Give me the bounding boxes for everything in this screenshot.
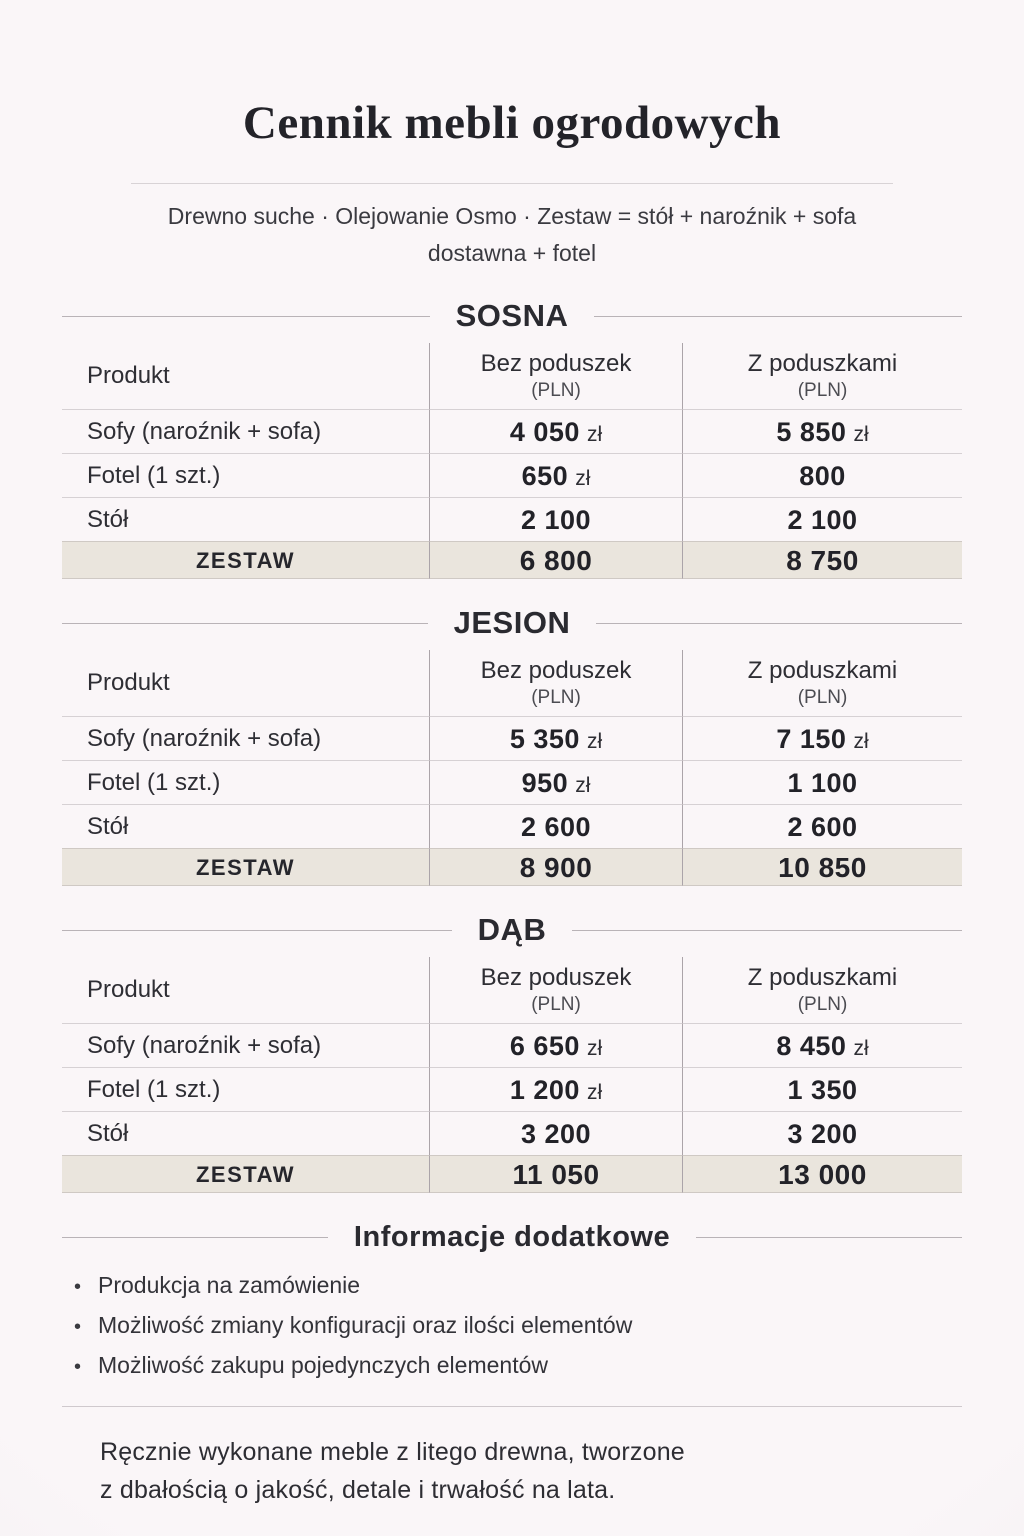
- price-currency: zł: [853, 730, 869, 753]
- column-header-currency: (PLN): [797, 993, 848, 1015]
- price-value: 650: [521, 461, 569, 491]
- price-cell: [682, 497, 962, 541]
- price-cell: [682, 1067, 962, 1111]
- price-cell: [682, 453, 962, 497]
- row-label: Sofy (naroźnik + sofa): [62, 716, 429, 760]
- price-value: 6 650: [509, 1031, 580, 1061]
- price-cell: [429, 453, 682, 497]
- section-heading-dab: [62, 913, 962, 947]
- price-cell: [682, 1023, 962, 1067]
- price-cell: [682, 804, 962, 848]
- total-price-cell: [429, 541, 682, 579]
- total-row-label: ZESTAW: [62, 848, 429, 886]
- price-cell: [682, 760, 962, 804]
- column-header-label: Produkt: [87, 669, 170, 696]
- column-header-currency: (PLN): [797, 686, 848, 708]
- column-header-label: Produkt: [87, 976, 170, 1003]
- additional-info-title: Informacje dodatkowe: [353, 1220, 671, 1253]
- price-cell: [682, 409, 962, 453]
- price-currency: zł: [853, 423, 869, 446]
- content: [62, 97, 962, 1509]
- price-value: 6 800: [519, 545, 593, 576]
- column-header-product: [62, 957, 429, 1023]
- price-value: 4 050: [509, 417, 580, 447]
- column-header-with-cushions: [682, 343, 962, 409]
- price-value: 950: [521, 768, 569, 798]
- section-heading-jesion: [62, 606, 962, 640]
- price-currency: zł: [575, 774, 591, 797]
- price-value: 11 050: [512, 1159, 600, 1190]
- page-title: Cennik mebli ogrodowych: [242, 97, 782, 149]
- heading-line-left: [62, 316, 430, 317]
- price-value: 2 100: [787, 505, 858, 535]
- price-value: 3 200: [520, 1119, 592, 1149]
- heading-line-right: [572, 930, 962, 931]
- section-sosna: [62, 299, 962, 579]
- total-price-cell: [682, 1155, 962, 1193]
- price-currency: zł: [586, 730, 603, 753]
- list-item-text: Możliwość zakupu pojedynczych elementów: [98, 1352, 548, 1378]
- price-value: 1 200: [509, 1075, 580, 1105]
- bullet-icon: •: [74, 1356, 82, 1378]
- price-table-jesion: [62, 650, 962, 886]
- column-header-label: Z poduszkami: [747, 963, 898, 991]
- title-divider: [131, 183, 893, 184]
- price-cell: [429, 716, 682, 760]
- total-price-cell: [429, 1155, 682, 1193]
- price-table-dab: [62, 957, 962, 1193]
- additional-info-heading: [62, 1220, 962, 1254]
- heading-line-right: [696, 1237, 962, 1238]
- additional-info-list: [62, 1266, 962, 1386]
- column-header-without-cushions: [429, 650, 682, 716]
- subtitle-line-2: dostawna + fotel: [427, 240, 597, 266]
- price-cell: [429, 804, 682, 848]
- subtitle-line-1: Drewno suche · Olejowanie Osmo · Zestaw = stół + naroźnik + sofa: [167, 203, 857, 229]
- price-value: 8 900: [519, 852, 593, 883]
- price-value: 7 150: [776, 724, 847, 754]
- list-item-text: Produkcja na zamówienie: [98, 1272, 361, 1298]
- price-value: 8 750: [786, 545, 859, 576]
- heading-line-right: [594, 316, 962, 317]
- section-dab: [62, 913, 962, 1193]
- column-header-without-cushions: [429, 343, 682, 409]
- price-value: 1 100: [787, 768, 858, 798]
- row-label: Fotel (1 szt.): [62, 1067, 429, 1111]
- heading-line-left: [62, 1237, 328, 1238]
- price-currency: zł: [586, 1037, 603, 1060]
- row-label: Fotel (1 szt.): [62, 453, 429, 497]
- footer-note-line-2: z dbałością o jakość, detale i trwałość na lata.: [100, 1476, 616, 1504]
- bullet-icon: •: [74, 1316, 82, 1338]
- price-value: 13 000: [778, 1159, 867, 1190]
- column-header-with-cushions: [682, 650, 962, 716]
- price-value: 2 600: [520, 812, 592, 842]
- price-cell: [429, 1023, 682, 1067]
- price-currency: zł: [586, 1081, 603, 1104]
- total-price-cell: [682, 848, 962, 886]
- section-jesion: [62, 606, 962, 886]
- row-label: Stół: [62, 804, 429, 848]
- row-label: Stół: [62, 497, 429, 541]
- section-title: DĄB: [477, 912, 547, 947]
- list-item: [74, 1346, 962, 1386]
- column-header-label: Bez poduszek: [480, 656, 632, 684]
- price-value: 5 350: [509, 724, 580, 754]
- row-label: Sofy (naroźnik + sofa): [62, 409, 429, 453]
- column-header-label: Bez poduszek: [480, 963, 632, 991]
- price-currency: zł: [586, 423, 603, 446]
- subtitle: [62, 198, 962, 272]
- total-price-cell: [429, 848, 682, 886]
- column-header-with-cushions: [682, 957, 962, 1023]
- total-row-label: ZESTAW: [62, 1155, 429, 1193]
- price-cell: [429, 1111, 682, 1155]
- price-value: 800: [799, 461, 846, 491]
- price-cell: [682, 1111, 962, 1155]
- column-header-currency: (PLN): [797, 379, 848, 401]
- total-price-cell: [682, 541, 962, 579]
- row-label: Sofy (naroźnik + sofa): [62, 1023, 429, 1067]
- heading-line-right: [596, 623, 962, 624]
- price-cell: [682, 716, 962, 760]
- heading-line-left: [62, 930, 452, 931]
- price-cell: [429, 760, 682, 804]
- price-table-sosna: [62, 343, 962, 579]
- section-title: SOSNA: [455, 298, 569, 333]
- column-header-currency: (PLN): [531, 993, 581, 1015]
- column-header-product: [62, 343, 429, 409]
- price-value: 1 350: [787, 1075, 858, 1105]
- price-value: 3 200: [787, 1119, 858, 1149]
- list-item-text: Możliwość zmiany konfiguracji oraz ilości elementów: [98, 1312, 633, 1338]
- price-value: 10 850: [778, 852, 867, 883]
- list-item: [74, 1266, 962, 1306]
- price-cell: [429, 1067, 682, 1111]
- column-header-label: Produkt: [87, 362, 170, 389]
- total-row-label: ZESTAW: [62, 541, 429, 579]
- heading-line-left: [62, 623, 428, 624]
- list-item: [74, 1306, 962, 1346]
- column-header-currency: (PLN): [531, 379, 581, 401]
- section-heading-sosna: [62, 299, 962, 333]
- column-header-currency: (PLN): [531, 686, 581, 708]
- price-cell: [429, 409, 682, 453]
- section-title: JESION: [453, 605, 571, 640]
- price-currency: zł: [575, 467, 591, 490]
- footer-note: [62, 1433, 962, 1509]
- bullet-icon: •: [74, 1276, 82, 1298]
- row-label: Stół: [62, 1111, 429, 1155]
- column-header-product: [62, 650, 429, 716]
- price-currency: zł: [853, 1037, 869, 1060]
- price-value: 5 850: [776, 417, 847, 447]
- column-header-label: Bez poduszek: [480, 349, 632, 377]
- price-value: 2 600: [787, 812, 858, 842]
- footer-note-line-1: Ręcznie wykonane meble z litego drewna, tworzone: [100, 1438, 685, 1466]
- row-label: Fotel (1 szt.): [62, 760, 429, 804]
- price-cell: [429, 497, 682, 541]
- column-header-label: Z poduszkami: [747, 349, 898, 377]
- price-value: 2 100: [520, 505, 592, 535]
- footer-divider: [62, 1406, 962, 1407]
- price-value: 8 450: [776, 1031, 847, 1061]
- column-header-label: Z poduszkami: [747, 656, 898, 684]
- column-header-without-cushions: [429, 957, 682, 1023]
